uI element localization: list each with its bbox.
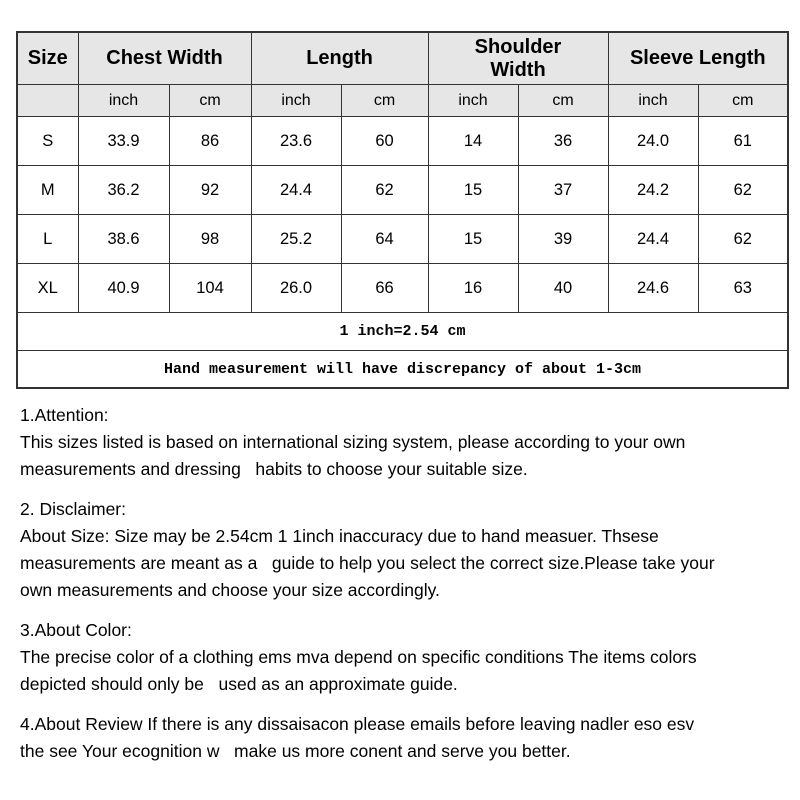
note-line: The precise color of a clothing ems mva depend on specific conditions The items colors — [20, 647, 697, 667]
unit-chest-cm: cm — [169, 85, 251, 117]
value-cell: 62 — [698, 215, 788, 264]
value-cell: 98 — [169, 215, 251, 264]
value-cell: 39 — [518, 215, 608, 264]
unit-chest-inch: inch — [78, 85, 169, 117]
table-row-s — [17, 117, 788, 166]
value-cell: 24.6 — [608, 264, 698, 313]
note-line: 3.About Color: — [20, 620, 132, 640]
measurement-note: Hand measurement will have discrepancy of about 1-3cm — [17, 351, 788, 389]
note-line: depicted should only be used as an approximate guide. — [20, 674, 458, 694]
header-length: Length — [251, 32, 428, 85]
note-line: measurements are meant as a guide to help you select the correct size.Please take your — [20, 553, 715, 573]
value-cell: 61 — [698, 117, 788, 166]
table-row-l — [17, 215, 788, 264]
value-cell: 92 — [169, 166, 251, 215]
header-size: Size — [17, 32, 78, 85]
value-cell: 15 — [428, 215, 518, 264]
conversion-note: 1 inch=2.54 cm — [17, 313, 788, 351]
value-cell: 14 — [428, 117, 518, 166]
table-conversion-row — [17, 313, 788, 351]
value-cell: 40 — [518, 264, 608, 313]
value-cell: 25.2 — [251, 215, 341, 264]
note-line: About Size: Size may be 2.54cm 1 1inch inaccuracy due to hand measuer. Thsese — [20, 526, 659, 546]
header-chest-width: Chest Width — [78, 32, 251, 85]
header-shoulder-width-label: Shoulder Width — [474, 35, 562, 81]
value-cell: 64 — [341, 215, 428, 264]
value-cell: 86 — [169, 117, 251, 166]
size-cell: XL — [17, 264, 78, 313]
value-cell: 26.0 — [251, 264, 341, 313]
value-cell: 24.4 — [608, 215, 698, 264]
table-header-row — [17, 32, 788, 85]
unit-sleeve-inch: inch — [608, 85, 698, 117]
value-cell: 23.6 — [251, 117, 341, 166]
table-units-row — [17, 85, 788, 117]
unit-shoulder-inch: inch — [428, 85, 518, 117]
unit-empty-cell — [17, 85, 78, 117]
note-line: This sizes listed is based on international sizing system, please according to your own — [20, 432, 686, 452]
size-chart-table — [16, 31, 789, 389]
size-cell: L — [17, 215, 78, 264]
note-line: 1.Attention: — [20, 405, 109, 425]
value-cell: 66 — [341, 264, 428, 313]
value-cell: 36 — [518, 117, 608, 166]
value-cell: 24.4 — [251, 166, 341, 215]
value-cell: 24.2 — [608, 166, 698, 215]
note-line: the see Your ecognition w make us more conent and serve you better. — [20, 741, 571, 761]
note-line: 4.About Review If there is any dissaisacon please emails before leaving nadler eso esv — [20, 714, 695, 734]
unit-length-inch: inch — [251, 85, 341, 117]
unit-length-cm: cm — [341, 85, 428, 117]
value-cell: 38.6 — [78, 215, 169, 264]
value-cell: 16 — [428, 264, 518, 313]
table-row-m — [17, 166, 788, 215]
value-cell: 15 — [428, 166, 518, 215]
value-cell: 33.9 — [78, 117, 169, 166]
unit-shoulder-cm: cm — [518, 85, 608, 117]
value-cell: 36.2 — [78, 166, 169, 215]
value-cell: 60 — [341, 117, 428, 166]
value-cell: 40.9 — [78, 264, 169, 313]
note-about-review — [20, 711, 782, 765]
table-row-xl — [17, 264, 788, 313]
value-cell: 104 — [169, 264, 251, 313]
notes-area — [20, 402, 782, 778]
note-line: own measurements and choose your size accordingly. — [20, 580, 440, 600]
size-cell: M — [17, 166, 78, 215]
note-line: 2. Disclaimer: — [20, 499, 126, 519]
note-disclaimer — [20, 496, 782, 604]
table-measurement-note-row — [17, 351, 788, 389]
header-shoulder-width — [428, 32, 608, 85]
value-cell: 63 — [698, 264, 788, 313]
value-cell: 24.0 — [608, 117, 698, 166]
note-about-color — [20, 617, 782, 698]
unit-sleeve-cm: cm — [698, 85, 788, 117]
header-sleeve-length: Sleeve Length — [608, 32, 788, 85]
note-line: measurements and dressing habits to choose your suitable size. — [20, 459, 528, 479]
note-attention — [20, 402, 782, 483]
value-cell: 37 — [518, 166, 608, 215]
value-cell: 62 — [698, 166, 788, 215]
value-cell: 62 — [341, 166, 428, 215]
size-cell: S — [17, 117, 78, 166]
